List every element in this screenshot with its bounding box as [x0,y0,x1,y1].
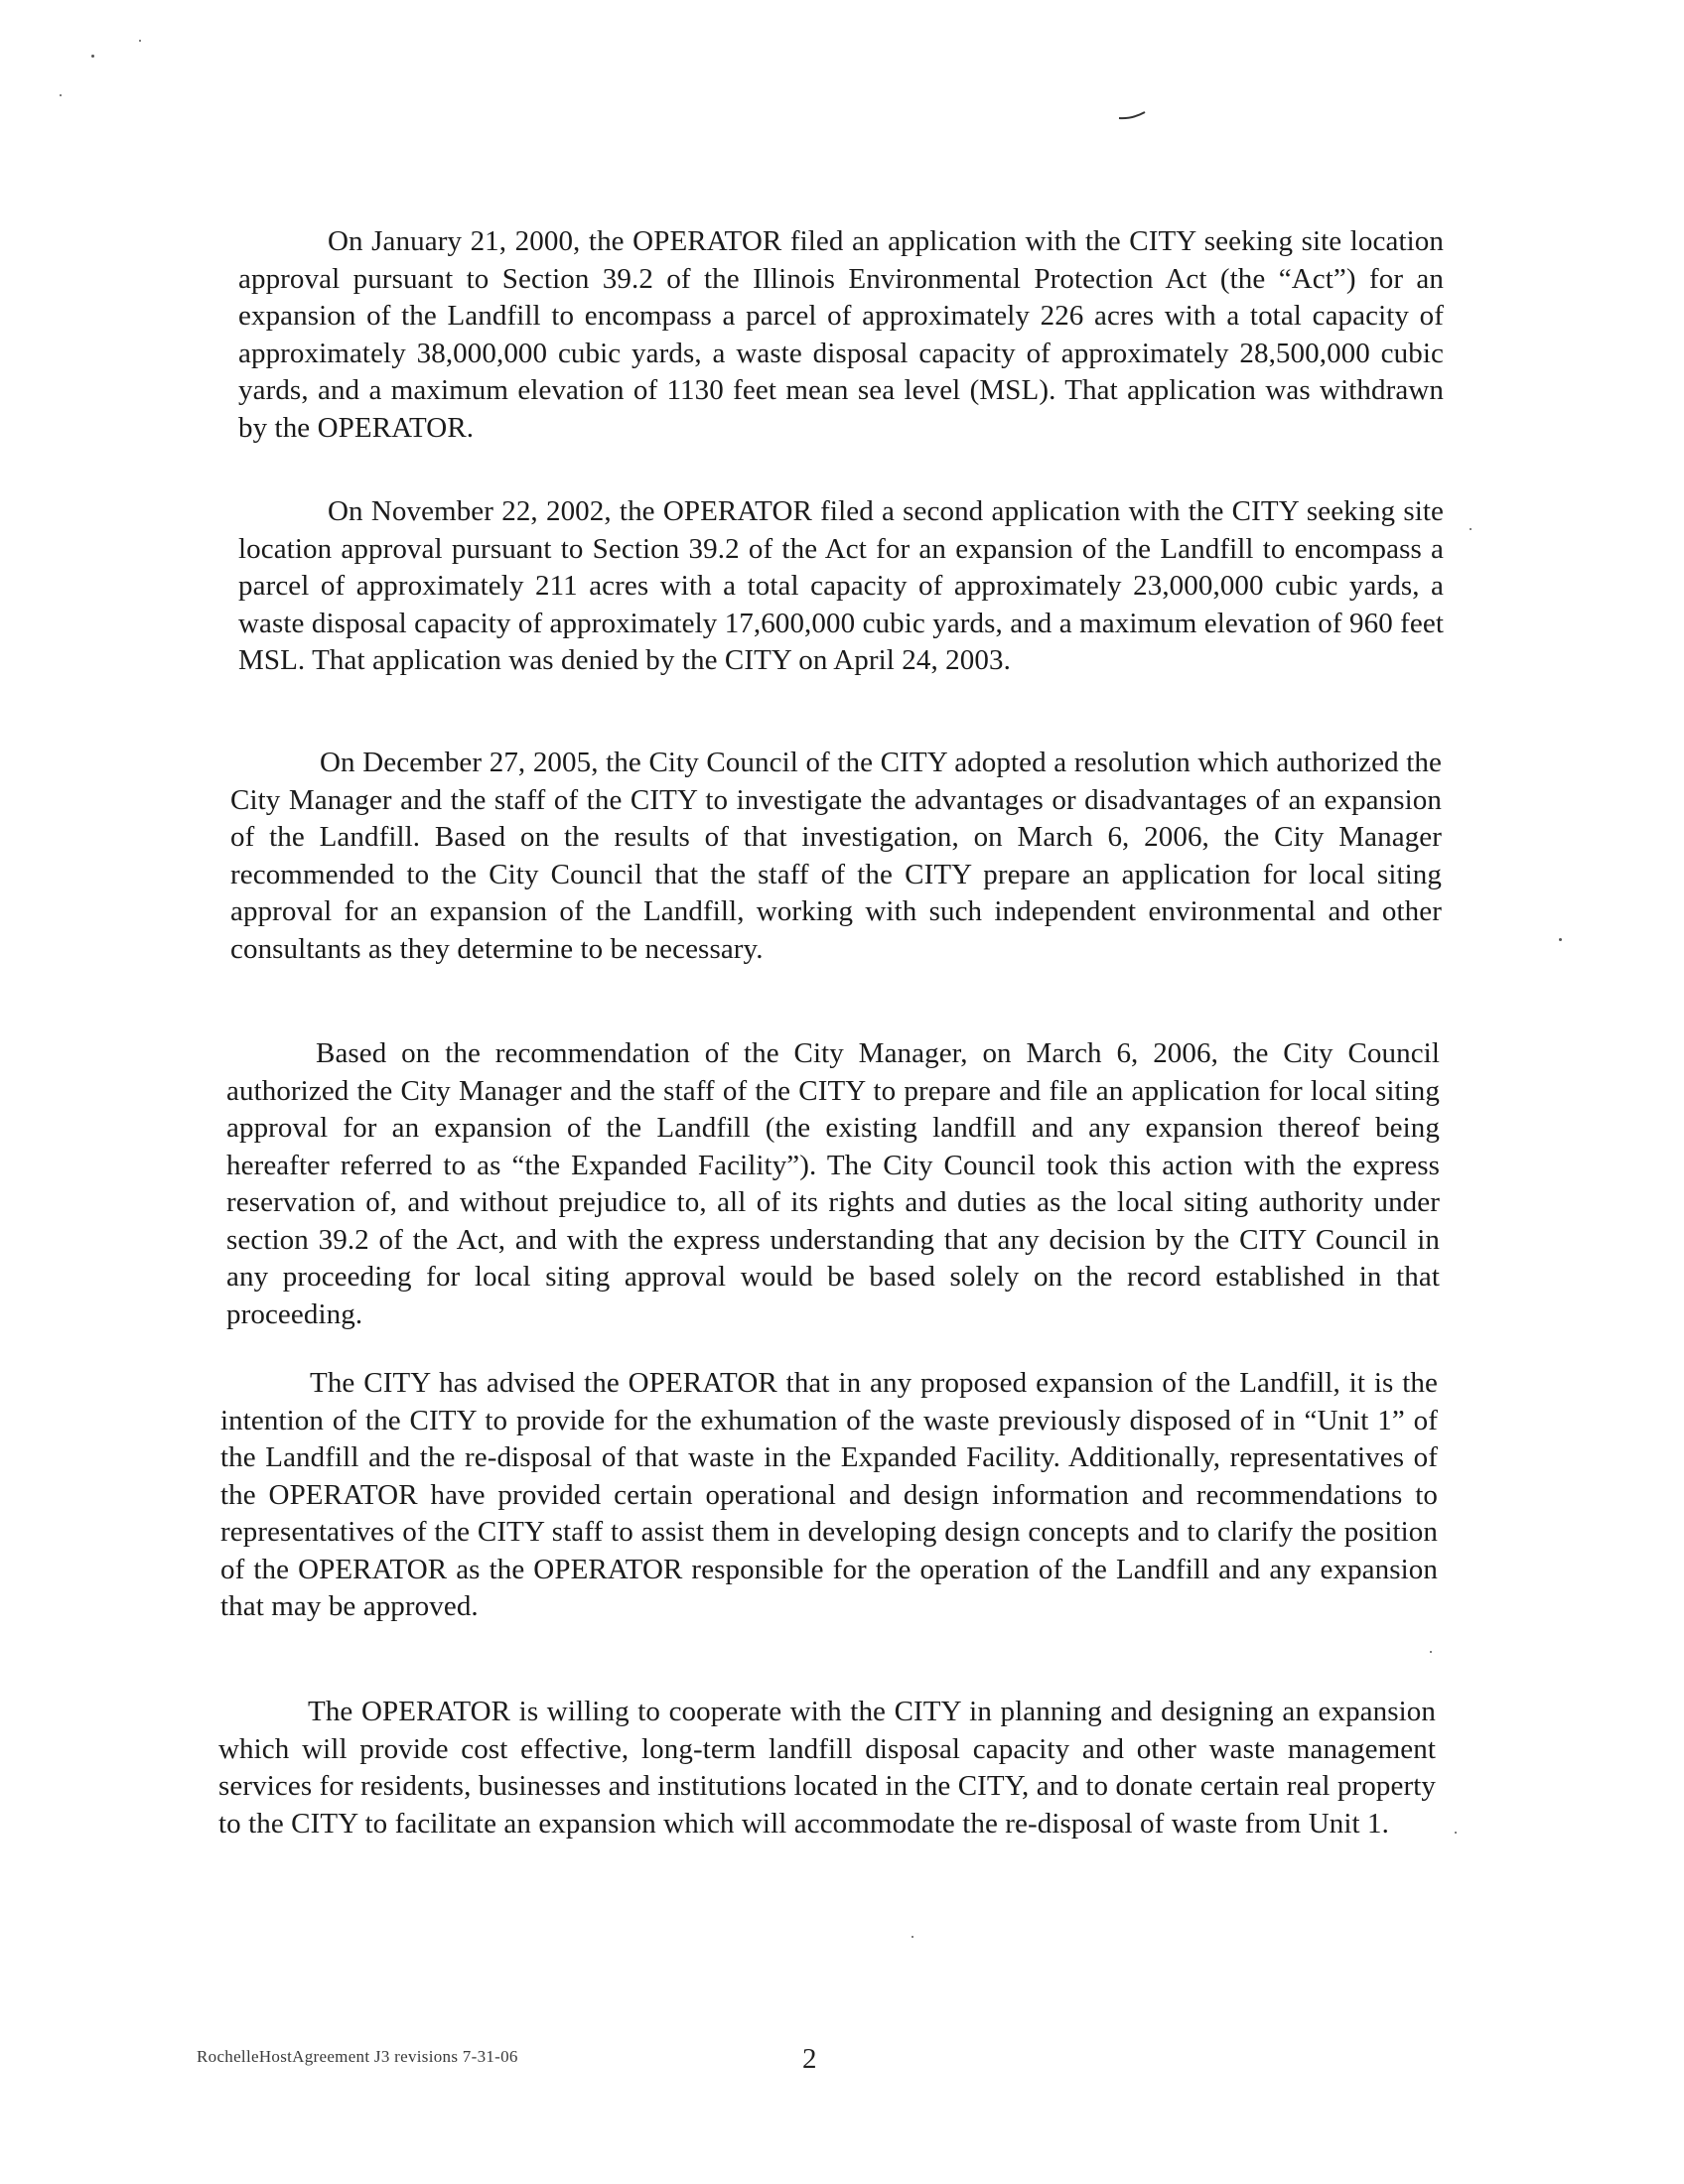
scan-speck [60,94,62,96]
scan-speck [1470,528,1472,530]
scan-speck [139,40,141,42]
scan-mark [1117,109,1147,121]
page-number: 2 [802,2043,817,2075]
paragraph-operator-cooperation: The OPERATOR is willing to cooperate with the CITY in planning and designing an expansion which will provide cost effective, long-term landfill disposal capacity and other waste management services for residents, businesses and institutions located in the CITY, and to donate certain real property to the CITY to facilitate an expansion which will accommodate the re-disposal of waste from Unit 1. [218,1696,1436,1840]
scan-speck [1559,938,1562,941]
footer-file-label: RochelleHostAgreement J3 revisions 7-31-06 [197,2047,518,2066]
scan-speck [912,1936,913,1938]
scan-speck [1455,1832,1457,1834]
paragraph-november-2002-application: On November 22, 2002, the OPERATOR filed a second application with the CITY seeking site location approval pursuant to Section 39.2 of the Act for an expansion of the Landfill to encompass a parcel of approximately 211 acres with a total capacity of approximately 23,000,000 cubic yards, a waste disposal capacity of approximately 17,600,000 cubic yards, and a maximum elevation of 960 feet MSL. That application was denied by the CITY on April 24, 2003. [238,495,1444,676]
scan-speck [91,55,94,58]
paragraph-january-2000-application: On January 21, 2000, the OPERATOR filed an application with the CITY seeking site location approval pursuant to Section 39.2 of the Illinois Environmental Protection Act (the “Act”) for an expansion of the Landfill to encompass a parcel of approximately 226 acres with a total capacity of approximately 38,000,000 cubic yards, a waste disposal capacity of approximately 28,500,000 cubic yards, and a maximum elevation of 1130 feet mean sea level (MSL). That application was withdrawn by the OPERATOR. [238,225,1444,444]
paragraph-december-2005-resolution: On December 27, 2005, the City Council of the CITY adopted a resolution which authorized the City Manager and the staff of the CITY to investigate the advantages or disadvantages of an expansion of the Landfill. Based on the results of that investigation, on March 6, 2006, the City Manager recommended to the City Council that the staff of the CITY prepare an application for local siting approval for an expansion of the Landfill, working with such independent environmental and other consultants as they determine to be necessary. [230,747,1442,965]
paragraph-unit-1-exhumation: The CITY has advised the OPERATOR that in any proposed expansion of the Landfill, it is the intention of the CITY to provide for the exhumation of the waste previously disposed of in “Unit 1” of the Landfill and the re-disposal of that waste in the Expanded Facility. Additionally, representatives of the OPERATOR have provided certain operational and design information and recommendations to representatives of the CITY staff to assist them in developing design concepts and to clarify the position of the OPERATOR as the OPERATOR responsible for the operation of the Landfill and any expansion that may be approved. [220,1367,1438,1622]
scan-speck [1430,1651,1432,1653]
paragraph-march-2006-authorization: Based on the recommendation of the City Manager, on March 6, 2006, the City Council authorized the City Manager and the staff of the CITY to prepare and file an application for local siting approval for an expansion of the Landfill (the existing landfill and any expansion thereof being hereafter referred to as “the Expanded Facility”). The City Council took this action with the express reservation of, and without prejudice to, all of its rights and duties as the local siting authority under section 39.2 of the Act, and with the express understanding that any decision by the CITY Council in any proceeding for local siting approval would be based solely on the record established in that proceeding. [226,1037,1440,1330]
